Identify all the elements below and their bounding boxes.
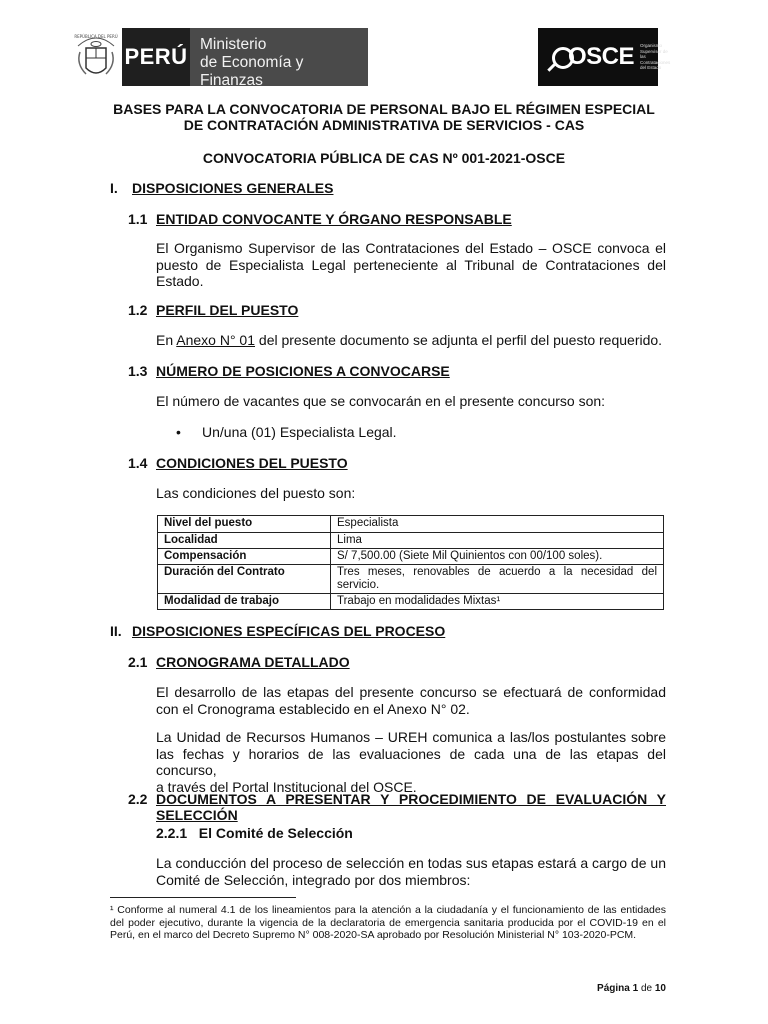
coat-of-arms-icon [70,28,122,86]
table-value: S/ 7,500.00 (Siete Mil Quinientos con 00/100 soles). [331,549,664,565]
osce-logo [538,28,671,86]
section-1-2-paragraph: En Anexo N° 01 del presente documento se adjunta el perfil del puesto requerido. [156,332,663,348]
anexo-01-link[interactable]: Anexo N° 01 [176,332,256,348]
section-2-number: II. [110,623,122,639]
section-1-3-number: 1.3 [128,363,148,379]
section-2-2-heading [128,791,668,823]
conditions-table [157,515,664,610]
section-1-1-heading [128,211,668,227]
section-1-title: DISPOSICIONES GENERALES [132,180,334,196]
table-value: Tres meses, renovables de acuerdo a la necesidad del servicio. [331,565,664,594]
ministerio-label [190,28,368,89]
table-value: Especialista [331,516,664,533]
section-2-1-number: 2.1 [128,654,148,670]
page-number: Página 1 de 10 [597,983,666,994]
table-row [158,549,664,565]
title-line2: DE CONTRATACIÓN ADMINISTRATIVA DE SERVICIOS - CAS [183,117,585,133]
section-1-2-number: 1.2 [128,302,148,318]
table-value: Trabajo en modalidades Mixtas¹ [331,594,664,610]
ministerio-line2: de Economía y Finanzas [200,54,304,89]
table-key: Compensación [158,549,331,565]
section-2-1-paragraph-1: El desarrollo de las etapas del presente concurso se efectuará de conformidad con el Cronograma establecido en el Anexo N° 02. [156,684,666,717]
peru-mef-logo [70,28,368,89]
section-1-4-heading [128,455,668,471]
table-key: Nivel del puesto [158,516,331,533]
section-2-2-title-line1: DOCUMENTOS A PRESENTAR Y PROCEDIMIENTO DE EVALUACIÓN Y [156,791,666,807]
section-2-2-number: 2.2 [128,791,148,807]
section-1-1-paragraph: El Organismo Supervisor de las Contrataciones del Estado – OSCE convoca el puesto de Especialista Legal perteneciente al Tribunal de Contrataciones del Estado. [156,240,666,289]
section-2-1-heading [128,654,668,670]
ministerio-line1: Ministerio [200,36,267,53]
table-row [158,565,664,594]
section-2-2-1-heading: 2.2.1 El Comité de Selección [156,825,353,841]
osce-word: OSCE [568,43,635,70]
section-1-number: I. [110,180,118,196]
osce-subtitle: Organismo Supervisor de las Contrataciones del Estado [640,43,671,71]
table-key: Modalidad de trabajo [158,594,331,610]
convocatoria-title: CONVOCATORIA PÚBLICA DE CAS Nº 001-2021-OSCE [202,150,566,166]
section-1-2-title: PERFIL DEL PUESTO [156,302,299,318]
section-1-1-number: 1.1 [128,211,148,227]
table-row [158,533,664,549]
peru-label: PERÚ [122,28,190,86]
footnote: ¹ Conforme al numeral 4.1 de los lineamientos para la atención a la ciudadanía y el funcionamiento de las entidades del poder ejecutivo, durante la vigencia de la declaratoria de emergencia sanitaria producida por el COVID-19 en el Perú, en el marco del Decreto Supremo N° 008-2020-SA aprobado por Resolución Ministerial N° 103-2020-PCM. [110,904,666,941]
section-1-3-title: NÚMERO DE POSICIONES A CONVOCARSE [156,363,450,379]
section-1-4-number: 1.4 [128,455,148,471]
table-key: Duración del Contrato [158,565,331,594]
bullet-icon: • [176,424,181,440]
section-2-title: DISPOSICIONES ESPECÍFICAS DEL PROCESO [132,623,446,639]
section-2-1-paragraph-2: La Unidad de Recursos Humanos – UREH comunica a las/los postulantes sobre las fechas y horarios de las evaluaciones de cada una de las etapas del concurso, a través del Portal Institucional del OSCE. [156,729,666,795]
section-2-2-title-line2: SELECCIÓN [156,807,238,823]
section-1-4-title: CONDICIONES DEL PUESTO [156,455,348,471]
section-2-2-paragraph: La conducción del proceso de selección en todas sus etapas estará a cargo de un Comité de Selección, integrado por dos miembros: [156,855,666,888]
document-title [100,101,668,133]
table-value: Lima [331,533,664,549]
section-1-2-heading [128,302,668,318]
footnote-divider [110,897,296,898]
title-line1: BASES PARA LA CONVOCATORIA DE PERSONAL BAJO EL RÉGIMEN ESPECIAL [113,101,655,117]
table-row [158,594,664,610]
table-key: Localidad [158,533,331,549]
section-1-3-heading [128,363,668,379]
coat-text: REPÚBLICA DEL PERÚ [74,34,118,39]
table-row [158,516,664,533]
section-1-3-paragraph: El número de vacantes que se convocarán en el presente concurso son: [156,393,606,409]
section-1-4-paragraph: Las condiciones del puesto son: [156,485,356,501]
section-2-1-title: CRONOGRAMA DETALLADO [156,654,350,670]
section-1-1-title: ENTIDAD CONVOCANTE Y ÓRGANO RESPONSABLE [156,211,512,227]
